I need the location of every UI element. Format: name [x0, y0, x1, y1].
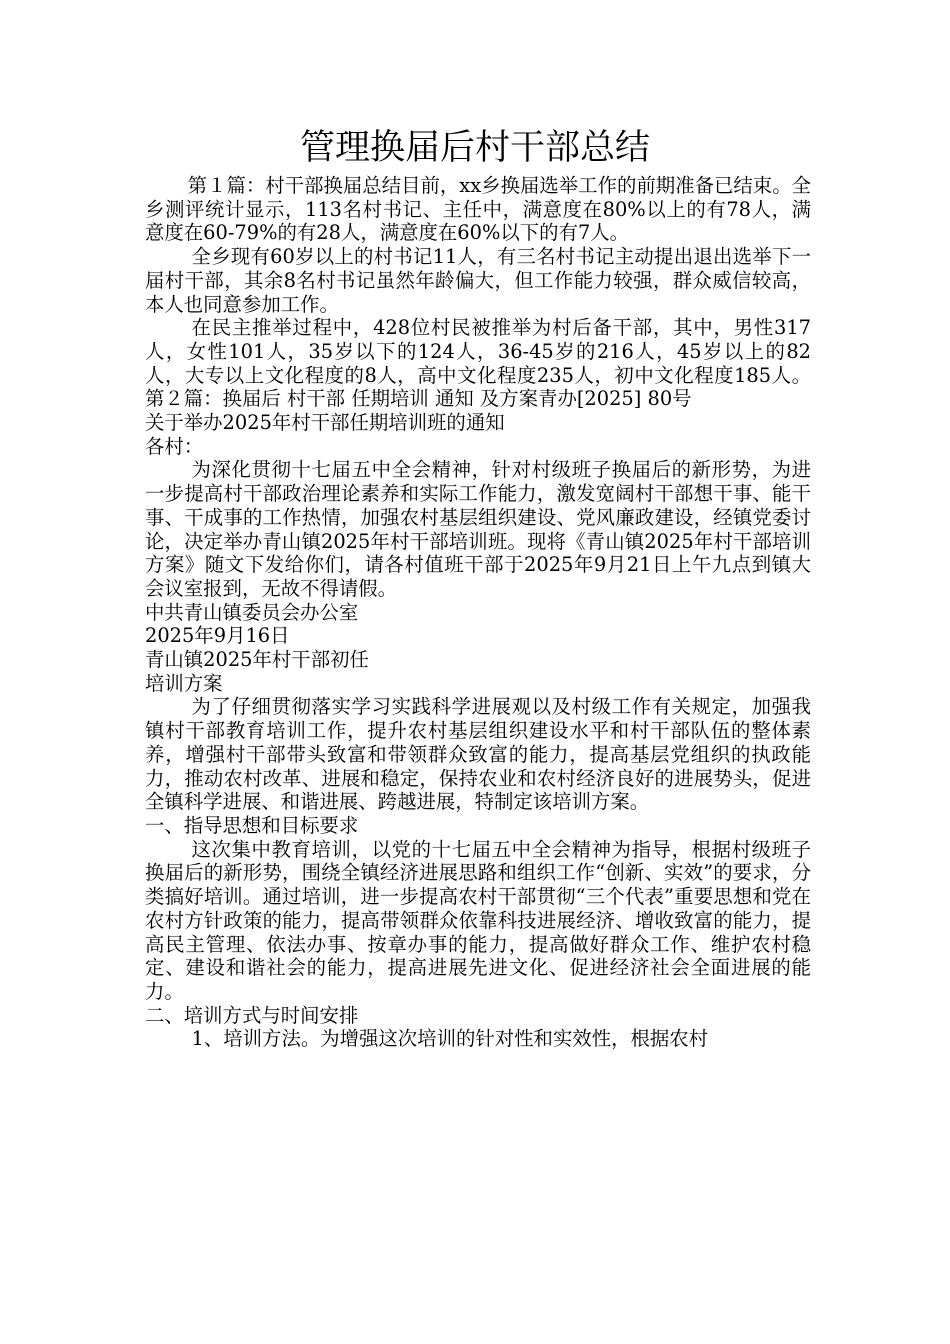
issuer: 中共青山镇委员会办公室 [145, 600, 359, 624]
paragraph: 为深化贯彻十七届五中全会精神，针对村级班子换届后的新形势，为进一步提高村干部政治理论素养和实际工作能力，激发宽阔村干部想干事、能干事、干成事的工作热情，加强农村基层组织建设、党风廉政建设，经镇党委讨论，决定举办青山镇2025年村干部培训班。现将《青山镇2025年村干部培训方案》随文下发给你们，请各村值班干部于2025年9月21日上午九点到镇大会议室报到，无故不得请假。 [145, 458, 811, 600]
paragraph: 为了仔细贯彻落实学习实践科学进展观以及村级工作有关规定，加强我镇村干部教育培训工作，提升农村基层组织建设水平和村干部队伍的整体素养，增强村干部带头致富和带领群众致富的能力，提高基层党组织的执政能力，推动农村改革、进展和稳定，保持农业和农村经济良好的进展势头，促进全镇科学进展、和谐进展、跨越进展，特制定该培训方案。 [145, 695, 811, 814]
paragraph: 在民主推举过程中，428位村民被推举为村后备干部，其中，男性317人，女性101人，35岁以下的124人，36-45岁的216人，45岁以上的82人，大专以上文化程度的8人，高中文化程度235人，初中文化程度185人。第２篇：换届后 村干部 任期培训 通知 及方案青办[2025] 80号 [145, 316, 811, 411]
salutation: 各村： [145, 434, 204, 458]
section-heading: 二、培训方式与时间安排 [145, 1003, 359, 1027]
notice-title: 关于举办2025年村干部任期培训班的通知 [145, 411, 505, 435]
document-title: 管理换届后村干部总结 [299, 128, 650, 168]
section-heading: 一、指导思想和目标要求 [145, 813, 359, 837]
paragraph: 这次集中教育培训，以党的十七届五中全会精神为指导，根据村级班子换届后的新形势，围绕全镇经济进展思路和组织工作“创新、实效”的要求，分类搞好培训。通过培训，进一步提高农村干部贯彻“三个代表”重要思想和党在农村方针政策的能力，提高带领群众依靠科技进展经济、增收致富的能力，提高民主管理、依法办事、按章办事的能力，提高做好群众工作、维护农村稳定、建设和谐社会的能力，提高进展先进文化、促进经济社会全面进展的能力。 [145, 837, 811, 1003]
plan-title-line-2: 培训方案 [145, 671, 223, 695]
paragraph: 全乡现有60岁以上的村书记11人，有三名村书记主动提出退出选举下一届村干部，其余8名村书记虽然年龄偏大，但工作能力较强，群众威信较高，本人也同意参加工作。 [145, 245, 811, 316]
paragraph: 1、培训方法。为增强这次培训的针对性和实效性，根据农村 [191, 1027, 709, 1051]
paragraph: 第１篇：村干部换届总结目前，xx乡换届选举工作的前期准备已结束。全乡测评统计显示，113名村书记、主任中，满意度在80%以上的有78人，满意度在60-79%的有28人，满意度在60%以下的有7人。 [145, 174, 811, 245]
issue-date: 2025年9月16日 [145, 624, 290, 648]
plan-title-line-1: 青山镇2025年村干部初任 [145, 648, 369, 672]
document-body [145, 174, 811, 1051]
